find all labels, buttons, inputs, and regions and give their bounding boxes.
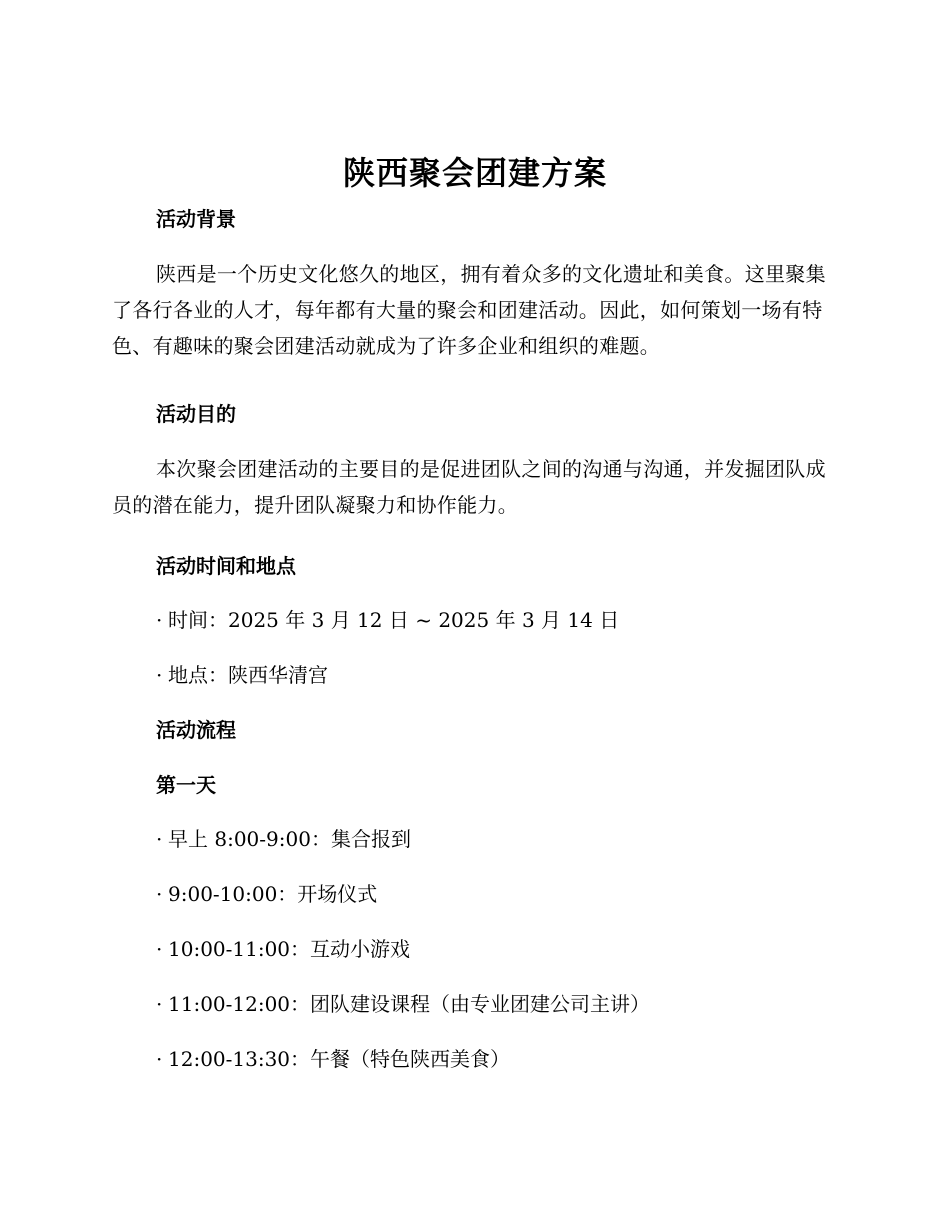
list-item-text: 时间：2025 年 3 月 12 日 ~ 2025 年 3 月 14 日 (168, 608, 620, 632)
list-item-place (156, 660, 328, 690)
list-item-text: 地点：陕西华清宫 (168, 663, 328, 687)
bullet-dot: · (156, 663, 163, 687)
bullet-dot: · (156, 992, 163, 1016)
list-item (156, 1044, 510, 1074)
subheading-day1: 第一天 (156, 773, 216, 797)
bullet-dot: · (156, 608, 163, 632)
paragraph-purpose: 本次聚会团建活动的主要目的是促进团队之间的沟通与沟通，并发掘团队成员的潜在能力，提升团队凝聚力和协作能力。 (112, 457, 826, 517)
list-item (156, 934, 410, 964)
bullet-dot: · (156, 1047, 163, 1071)
bullet-dot: · (156, 882, 163, 906)
bullet-dot: · (156, 937, 163, 961)
list-item (156, 879, 377, 909)
document-title: 陕西聚会团建方案 (342, 154, 607, 192)
section-heading-schedule: 活动流程 (156, 718, 236, 742)
list-item-text: 12:00-13:30：午餐（特色陕西美食） (168, 1047, 511, 1071)
list-item (156, 824, 411, 854)
list-item-text: 早上 8:00-9:00：集合报到 (168, 827, 411, 851)
section-heading-purpose: 活动目的 (156, 402, 236, 426)
list-item (156, 989, 650, 1019)
section-heading-background: 活动背景 (156, 207, 236, 231)
list-item-text: 11:00-12:00：团队建设课程（由专业团建公司主讲） (168, 992, 651, 1016)
paragraph-background: 陕西是一个历史文化悠久的地区，拥有着众多的文化遗址和美食。这里聚集了各行各业的人才，每年都有大量的聚会和团建活动。因此，如何策划一场有特色、有趣味的聚会团建活动就成为了许多企业和组织的难题。 (112, 262, 826, 358)
list-item-time (156, 605, 619, 635)
list-item-text: 10:00-11:00：互动小游戏 (168, 937, 411, 961)
list-item-text: 9:00-10:00：开场仪式 (168, 882, 378, 906)
bullet-dot: · (156, 827, 163, 851)
section-heading-time-place: 活动时间和地点 (156, 554, 296, 578)
